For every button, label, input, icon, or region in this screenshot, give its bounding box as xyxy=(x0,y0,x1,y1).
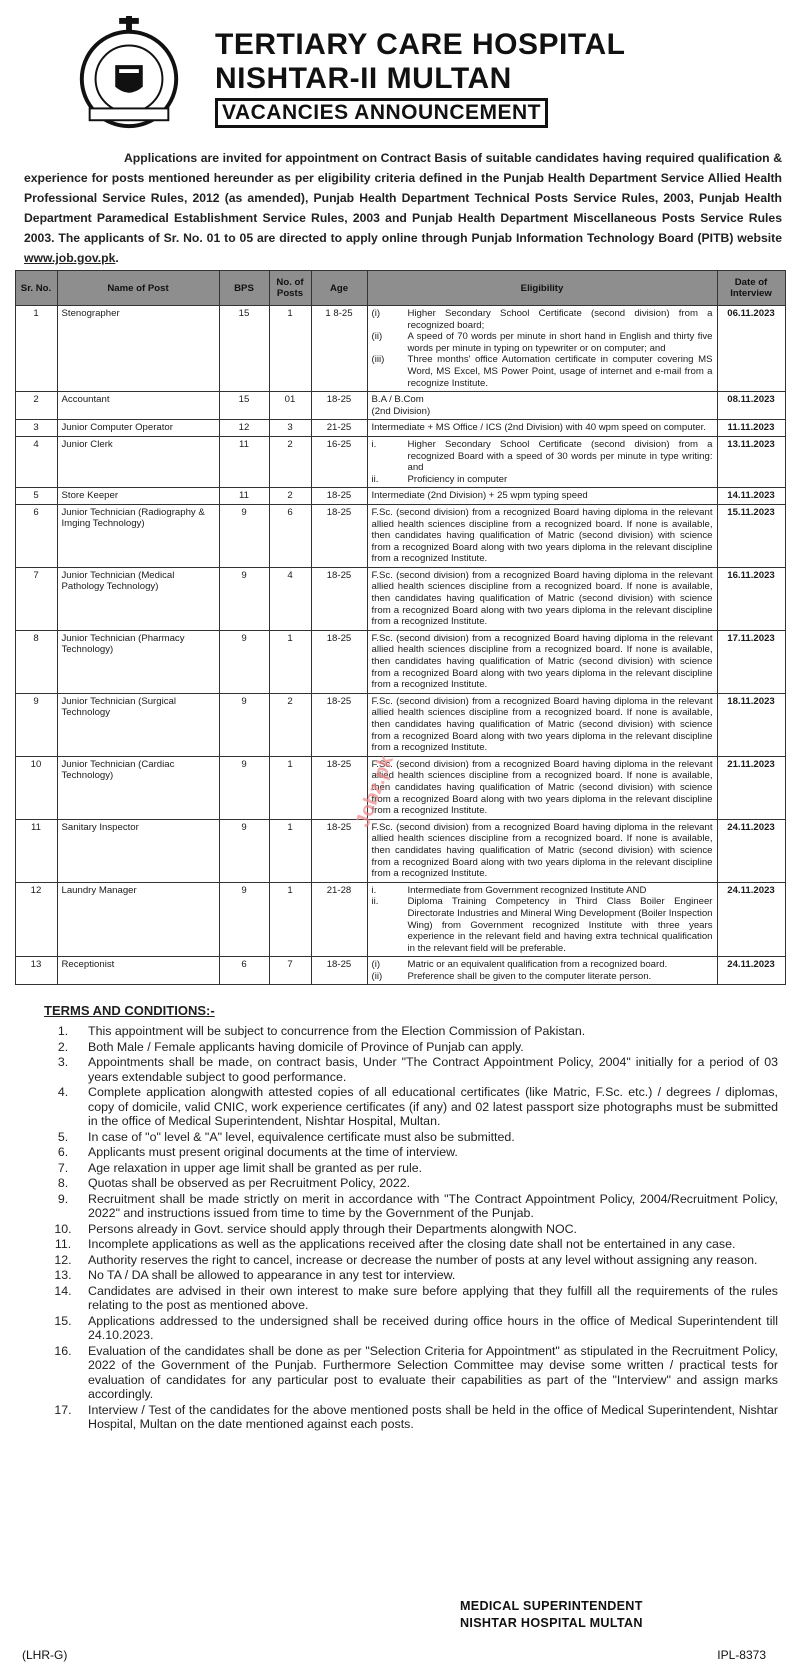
eligibility-item-text: Three months' office Automation certificate in computer covering MS Word, MS Excel, MS Power Point, usage of internet and e-mail from a recognize Institute. xyxy=(407,354,713,389)
sr-no-cell: 11 xyxy=(15,819,57,882)
term-item xyxy=(38,1161,778,1176)
column-header: Date of Interview xyxy=(717,271,785,306)
term-item xyxy=(38,1040,778,1055)
post-name-cell: Junior Technician (Cardiac Technology) xyxy=(57,756,219,819)
interview-date-cell: 06.11.2023 xyxy=(717,306,785,392)
term-text: Applicants must present original documents at the time of interview. xyxy=(88,1145,458,1160)
term-number: 16. xyxy=(54,1343,72,1358)
table-row xyxy=(15,819,785,882)
eligibility-item-number: i. xyxy=(371,884,377,896)
interview-date-cell: 17.11.2023 xyxy=(717,630,785,693)
term-text: Persons already in Govt. service should apply through their Departments alongwith NOC. xyxy=(88,1221,577,1236)
eligibility-item xyxy=(372,896,713,954)
post-name-cell: Laundry Manager xyxy=(57,882,219,957)
sr-no-cell: 5 xyxy=(15,488,57,505)
term-text: Complete application alongwith attested copies of all educational certificates (like Matric, F.Sc. etc.) / degrees / diplomas, copy of domicile, valid CNIC, work experience certificates (if any) and 02 latest passport size photographs must be submitted in the office of Medical Superintendent, Nishtar Hospital, Multan. xyxy=(88,1085,778,1129)
footer-code-left: (LHR-G) xyxy=(22,1648,68,1662)
age-cell: 18-25 xyxy=(311,392,367,420)
posts-count-cell: 2 xyxy=(269,693,311,756)
bps-cell: 6 xyxy=(219,957,269,985)
eligibility-text: F.Sc. (second division) from a recognized Board having diploma in the relevant allied health sciences discipline from a recognized board. If none is available, then candidates having qualification of Matric (second division) with science from a recognized Board along with two years diploma in the relevant discipline from a recognized Institute. xyxy=(371,758,713,817)
term-number: 5. xyxy=(57,1129,69,1144)
post-name-cell: Junior Technician (Medical Pathology Technology) xyxy=(57,567,219,630)
column-header: No. of Posts xyxy=(269,271,311,306)
age-cell: 21-25 xyxy=(311,420,367,437)
posts-count-cell: 01 xyxy=(269,392,311,420)
eligibility-item-text: Higher Secondary School Certificate (second division) from a recognized board; xyxy=(407,308,713,331)
table-row xyxy=(15,504,785,567)
post-name-cell: Stenographer xyxy=(57,306,219,392)
announcement-banner: VACANCIES ANNOUNCEMENT xyxy=(215,98,548,128)
term-item xyxy=(38,1237,778,1252)
column-header: Sr. No. xyxy=(15,271,57,306)
posts-count-cell: 1 xyxy=(269,306,311,392)
eligibility-cell xyxy=(367,504,717,567)
bps-cell: 15 xyxy=(219,306,269,392)
eligibility-item xyxy=(372,439,713,474)
eligibility-item-number: (ii) xyxy=(371,970,383,982)
post-name-cell: Junior Computer Operator xyxy=(57,420,219,437)
table-row xyxy=(15,693,785,756)
eligibility-text: F.Sc. (second division) from a recognized Board having diploma in the relevant allied health sciences discipline from a recognized board. If none is available, then candidates having qualification of Matric (second division) with science from a recognized Board along with two years diploma in the relevant discipline from a recognized Institute. xyxy=(371,506,713,565)
eligibility-text: Intermediate (2nd Division) + 25 wpm typing speed xyxy=(371,490,588,502)
bps-cell: 9 xyxy=(219,756,269,819)
eligibility-cell xyxy=(367,630,717,693)
table-row xyxy=(15,756,785,819)
term-item xyxy=(38,1130,778,1145)
term-item xyxy=(38,1284,778,1313)
term-item xyxy=(38,1024,778,1039)
eligibility-cell xyxy=(367,420,717,437)
term-number: 12. xyxy=(54,1252,72,1267)
age-cell: 1 8-25 xyxy=(311,306,367,392)
posts-count-cell: 7 xyxy=(269,957,311,985)
eligibility-cell xyxy=(367,306,717,392)
eligibility-text: B.A / B.Com xyxy=(371,394,424,406)
eligibility-text: F.Sc. (second division) from a recognized Board having diploma in the relevant allied health sciences discipline from a recognized board. If none is available, then candidates having qualification of Matric (second division) with science from a recognized Board along with two years diploma in the relevant discipline from a recognized Institute. xyxy=(371,569,713,628)
eligibility-item-text: Preference shall be given to the computer literate person. xyxy=(407,970,652,982)
age-cell: 18-25 xyxy=(311,693,367,756)
interview-date-cell: 14.11.2023 xyxy=(717,488,785,505)
term-text: Age relaxation in upper age limit shall be granted as per rule. xyxy=(88,1160,423,1175)
eligibility-item xyxy=(372,474,713,486)
posts-count-cell: 1 xyxy=(269,819,311,882)
sr-no-cell: 1 xyxy=(15,306,57,392)
eligibility-item xyxy=(372,971,713,983)
term-item xyxy=(38,1145,778,1160)
bps-cell: 9 xyxy=(219,567,269,630)
term-text: Quotas shall be observed as per Recruitment Policy, 2022. xyxy=(88,1176,411,1191)
term-item xyxy=(38,1176,778,1191)
sr-no-cell: 3 xyxy=(15,420,57,437)
interview-date-cell: 08.11.2023 xyxy=(717,392,785,420)
age-cell: 18-25 xyxy=(311,567,367,630)
age-cell: 18-25 xyxy=(311,504,367,567)
sr-no-cell: 4 xyxy=(15,436,57,487)
posts-count-cell: 4 xyxy=(269,567,311,630)
eligibility-cell xyxy=(367,567,717,630)
table-row xyxy=(15,630,785,693)
term-number: 10. xyxy=(54,1221,72,1236)
sr-no-cell: 8 xyxy=(15,630,57,693)
term-number: 6. xyxy=(57,1145,69,1160)
post-name-cell: Sanitary Inspector xyxy=(57,819,219,882)
term-item xyxy=(38,1085,778,1129)
table-row xyxy=(15,882,785,957)
posts-count-cell: 2 xyxy=(269,488,311,505)
term-number: 17. xyxy=(54,1402,72,1417)
posts-count-cell: 3 xyxy=(269,420,311,437)
term-number: 2. xyxy=(57,1039,69,1054)
term-number: 7. xyxy=(57,1160,69,1175)
interview-date-cell: 24.11.2023 xyxy=(717,882,785,957)
eligibility-item xyxy=(372,331,713,354)
eligibility-item-text: A speed of 70 words per minute in short hand in English and thirty five words per minute in typing on typewriter or on computer; and xyxy=(407,331,713,354)
eligibility-text: F.Sc. (second division) from a recognized Board having diploma in the relevant allied health sciences discipline from a recognized board. If none is available, then candidates having qualification of Matric (second division) with science from a recognized Board along with two years diploma in the relevant discipline from a recognized Institute. xyxy=(371,695,713,754)
term-number: 1. xyxy=(57,1024,69,1039)
age-cell: 18-25 xyxy=(311,957,367,985)
sr-no-cell: 7 xyxy=(15,567,57,630)
eligibility-item-text: Intermediate from Government recognized Institute AND xyxy=(407,884,647,896)
bps-cell: 9 xyxy=(219,819,269,882)
eligibility-item xyxy=(372,959,713,971)
eligibility-item xyxy=(372,354,713,389)
column-header: Name of Post xyxy=(57,271,219,306)
bps-cell: 11 xyxy=(219,488,269,505)
hospital-logo xyxy=(70,16,188,134)
interview-date-cell: 21.11.2023 xyxy=(717,756,785,819)
post-name-cell: Junior Technician (Radiography & Imging Technology) xyxy=(57,504,219,567)
advertisement-page xyxy=(10,0,790,1630)
term-item xyxy=(38,1403,778,1432)
header xyxy=(10,6,790,146)
term-text: In case of "o" level & "A" level, equivalence certificate must also be submitted. xyxy=(88,1129,515,1144)
posts-count-cell: 1 xyxy=(269,882,311,957)
term-text: Recruitment shall be made strictly on merit in accordance with "The Contract Appointment Policy, 2004/Recruitment Policy, 2022" and instructions issued from time to time by the Government of the Punjab. xyxy=(88,1191,778,1221)
column-header: BPS xyxy=(219,271,269,306)
interview-date-cell: 18.11.2023 xyxy=(717,693,785,756)
age-cell: 16-25 xyxy=(311,436,367,487)
table-row xyxy=(15,306,785,392)
term-text: Authority reserves the right to cancel, increase or decrease the number of posts at any level without assigning any reason. xyxy=(88,1252,758,1267)
table-row xyxy=(15,488,785,505)
eligibility-item-number: ii. xyxy=(371,896,379,908)
signature-office: NISHTAR HOSPITAL MULTAN xyxy=(460,1616,643,1630)
term-text: Interview / Test of the candidates for the above mentioned posts shall be held in the office of Medical Superintendent, Nishtar Hospital, Multan on the date mentioned against each posts. xyxy=(88,1402,778,1432)
eligibility-item-number: ii. xyxy=(371,473,379,485)
eligibility-text: F.Sc. (second division) from a recognized Board having diploma in the relevant allied health sciences discipline from a recognized board. If none is available, then candidates having qualification of Matric (second division) with science from a recognized Board along with two years diploma in the relevant discipline from a recognized Institute. xyxy=(371,632,713,691)
hospital-subtitle: NISHTAR-II MULTAN xyxy=(215,62,512,95)
eligibility-item-number: (i) xyxy=(371,959,381,971)
table-row xyxy=(15,957,785,985)
bps-cell: 15 xyxy=(219,392,269,420)
sr-no-cell: 6 xyxy=(15,504,57,567)
interview-date-cell: 16.11.2023 xyxy=(717,567,785,630)
interview-date-cell: 11.11.2023 xyxy=(717,420,785,437)
eligibility-cell xyxy=(367,957,717,985)
table-row xyxy=(15,436,785,487)
age-cell: 18-25 xyxy=(311,819,367,882)
sr-no-cell: 13 xyxy=(15,957,57,985)
interview-date-cell: 15.11.2023 xyxy=(717,504,785,567)
sr-no-cell: 12 xyxy=(15,882,57,957)
eligibility-cell xyxy=(367,819,717,882)
post-name-cell: Junior Clerk xyxy=(57,436,219,487)
term-item xyxy=(38,1314,778,1343)
column-header: Eligibility xyxy=(367,271,717,306)
post-name-cell: Junior Technician (Surgical Technology xyxy=(57,693,219,756)
eligibility-item-text: Diploma Training Competency in Third Class Boiler Engineer Directorate Industries and Mineral Wing Development (Boiler Inspection Wing) from Government recognized Institute with three years experience in the relevant field and having extra technical qualification in the relevant field will be preferable. xyxy=(407,896,713,954)
age-cell: 18-25 xyxy=(311,630,367,693)
post-name-cell: Accountant xyxy=(57,392,219,420)
signature-block xyxy=(460,1598,643,1632)
eligibility-item xyxy=(372,308,713,331)
terms-heading: TERMS AND CONDITIONS:- xyxy=(44,1003,215,1019)
posts-count-cell: 2 xyxy=(269,436,311,487)
interview-date-cell: 24.11.2023 xyxy=(717,819,785,882)
term-number: 3. xyxy=(57,1055,69,1070)
table-row xyxy=(15,392,785,420)
term-text: Incomplete applications as well as the applications received after the closing date shall not be entertained in any case. xyxy=(88,1237,736,1252)
intro-paragraph: Applications are invited for appointment on Contract Basis of suitable candidates having required qualification & experience for posts mentioned hereunder as per eligibility criteria defined in the Punjab Health Department Service Allied Health Professional Service Rules, 2012 (as amended), Punjab Health Department Technical Posts Service Rules, 2003, Punjab Health Department Paramedical Establishment Service Rules, 2003 and Punjab Health Department Miscellaneous Posts Service Rules 2003. The applicants of Sr. No. 01 to 05 are directed to apply online through Punjab Information Technology Board (PITB) website www.job.gov.pk. xyxy=(24,151,783,265)
term-text: This appointment will be subject to concurrence from the Election Commission of Pakistan. xyxy=(88,1024,586,1039)
bps-cell: 12 xyxy=(219,420,269,437)
age-cell: 18-25 xyxy=(311,756,367,819)
term-text: Applications addressed to the undersigned shall be received during office hours in the office of Medical Superintendent till 24.10.2023. xyxy=(88,1313,778,1343)
term-text: No TA / DA shall be allowed to appearance in any test tor interview. xyxy=(88,1268,456,1283)
signature-title: MEDICAL SUPERINTENDENT xyxy=(460,1599,643,1613)
eligibility-item-number: (ii) xyxy=(371,331,383,343)
age-cell: 18-25 xyxy=(311,488,367,505)
table-row xyxy=(15,567,785,630)
column-header: Age xyxy=(311,271,367,306)
interview-date-cell: 24.11.2023 xyxy=(717,957,785,985)
eligibility-item-number: (iii) xyxy=(371,354,385,366)
term-item xyxy=(38,1268,778,1283)
website-link[interactable]: www.job.gov.pk xyxy=(24,251,116,265)
bps-cell: 9 xyxy=(219,693,269,756)
post-name-cell: Junior Technician (Pharmacy Technology) xyxy=(57,630,219,693)
table-row xyxy=(15,420,785,437)
term-text: Both Male / Female applicants having domicile of Province of Punjab can apply. xyxy=(88,1039,524,1054)
term-number: 11. xyxy=(54,1237,72,1252)
eligibility-item-text: Proficiency in computer xyxy=(407,473,508,485)
eligibility-cell xyxy=(367,392,717,420)
eligibility-item-text: Higher Secondary School Certificate (second division) from a recognized Board with a speed of 30 words per minute in type writing: and xyxy=(407,438,713,474)
terms-section xyxy=(38,1003,778,1432)
term-item xyxy=(38,1222,778,1237)
eligibility-item-number: (i) xyxy=(371,308,381,319)
eligibility-item-number: i. xyxy=(371,438,377,450)
term-number: 13. xyxy=(54,1268,72,1283)
eligibility-text: (2nd Division) xyxy=(371,405,431,417)
term-item xyxy=(38,1055,778,1084)
vacancies-table xyxy=(15,270,786,985)
eligibility-cell xyxy=(367,756,717,819)
term-text: Evaluation of the candidates shall be done as per "Selection Criteria for Appointment" as stipulated in the Recruitment Policy, 2022 of the Government of the Punjab. Furthermore Selection Committee may devise some written / practical tests for evaluation of candidates for any particular post to evaluate their capabilities as part of the "Interview" and assign marks accordingly. xyxy=(88,1343,778,1402)
sr-no-cell: 10 xyxy=(15,756,57,819)
eligibility-text: Intermediate + MS Office / ICS (2nd Division) with 40 wpm speed on computer. xyxy=(371,422,706,434)
sr-no-cell: 9 xyxy=(15,693,57,756)
term-item xyxy=(38,1344,778,1402)
term-number: 4. xyxy=(57,1085,69,1100)
posts-count-cell: 1 xyxy=(269,630,311,693)
footer-code-right: IPL-8373 xyxy=(717,1648,766,1662)
watermark: Jobz.pk xyxy=(351,752,398,831)
posts-count-cell: 6 xyxy=(269,504,311,567)
eligibility-cell xyxy=(367,436,717,487)
table-header-row xyxy=(15,271,785,306)
bps-cell: 9 xyxy=(219,504,269,567)
eligibility-cell xyxy=(367,693,717,756)
term-number: 14. xyxy=(54,1283,72,1298)
post-name-cell: Receptionist xyxy=(57,957,219,985)
eligibility-item-text: Matric or an equivalent qualification from a recognized board. xyxy=(407,959,668,971)
bps-cell: 11 xyxy=(219,436,269,487)
term-item xyxy=(38,1192,778,1221)
term-number: 15. xyxy=(54,1313,72,1328)
term-item xyxy=(38,1253,778,1268)
bps-cell: 9 xyxy=(219,882,269,957)
eligibility-cell xyxy=(367,882,717,957)
term-number: 8. xyxy=(57,1176,69,1191)
eligibility-text: F.Sc. (second division) from a recognized Board having diploma in the relevant allied health sciences discipline from a recognized board. If none is available, then candidates having qualification of Matric (second division) with science from a recognized Board along with two years diploma in the relevant discipline from a recognized Institute. xyxy=(371,821,713,880)
posts-count-cell: 1 xyxy=(269,756,311,819)
hospital-title: TERTIARY CARE HOSPITAL xyxy=(215,28,626,61)
sr-no-cell: 2 xyxy=(15,392,57,420)
term-text: Appointments shall be made, on contract basis, Under "The Contract Appointment Policy, 2004" initially for a period of 03 years extendable subject to good performance. xyxy=(88,1055,778,1084)
term-text: Candidates are advised in their own interest to make sure before applying that they fulfill all the requirements of the rules relating to the post as mentioned above. xyxy=(88,1283,778,1313)
post-name-cell: Store Keeper xyxy=(57,488,219,505)
term-number: 9. xyxy=(57,1191,69,1206)
bps-cell: 9 xyxy=(219,630,269,693)
age-cell: 21-28 xyxy=(311,882,367,957)
interview-date-cell: 13.11.2023 xyxy=(717,436,785,487)
eligibility-cell xyxy=(367,488,717,505)
eligibility-item xyxy=(372,885,713,897)
